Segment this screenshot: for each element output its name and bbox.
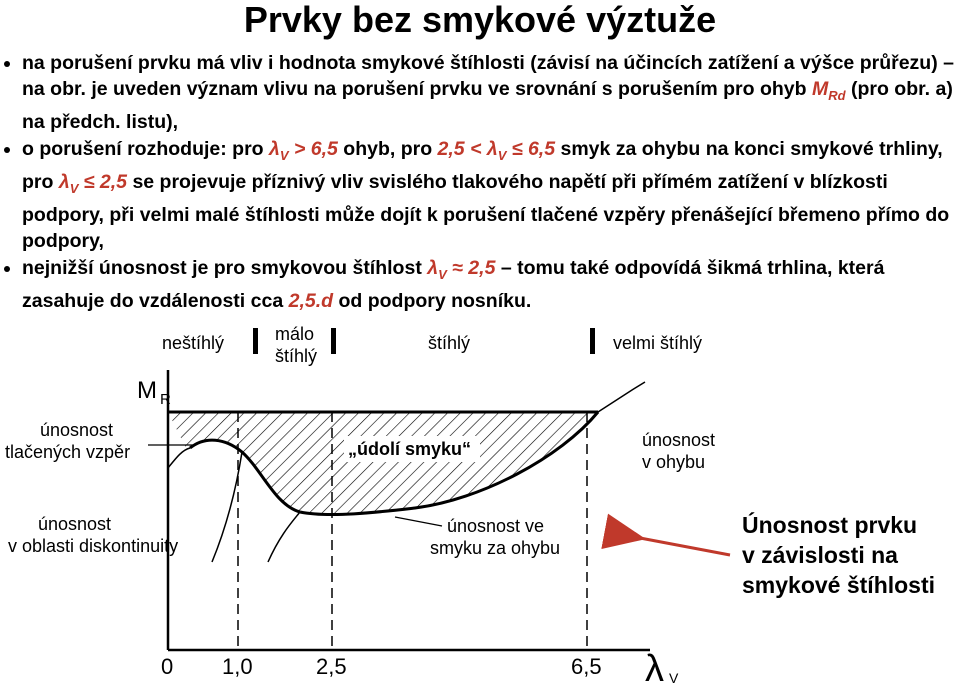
value-highlight: > 6,5 (288, 137, 338, 160)
bullet-text: smyk za ohybu na konci smykové trhliny, pro (22, 137, 943, 193)
x-tick-6-5: 6,5 (571, 654, 602, 679)
bullet-item-2 (0, 136, 960, 254)
region-label-nestihly: neštíhlý (162, 333, 225, 353)
strut-capacity-curve-start (168, 448, 190, 468)
red-arrow (640, 538, 730, 555)
side-note-line-2: v závislosti na (742, 542, 898, 568)
x-tick-2-5: 2,5 (316, 654, 347, 679)
leader-line-shear (395, 517, 442, 526)
label-shear-flexure-2: smyku za ohybu (430, 538, 561, 558)
region-label-malo-stihly: štíhlý (275, 346, 318, 366)
bullet-item-1 (0, 50, 960, 135)
shear-flexure-curve-start (268, 512, 300, 562)
side-note (742, 510, 935, 600)
bullet-text: na porušení prvku má vliv i hodnota smykové štíhlosti (závisí na účincích zatížení a výšce průřezu) – na obr. je uveden význam vlivu na porušení prvku ve srovnání s porušením pro ohyb (22, 52, 954, 100)
value-highlight: ≤ 2,5 (78, 170, 128, 193)
lambda-symbol: $\lambda_V$ (58, 170, 79, 196)
bullet-text: o porušení rozhoduje: pro (22, 137, 269, 160)
moment-symbol: $M_{Rd}$ (811, 78, 846, 103)
bullet-text: se projevuje příznivý vliv svislého tlakového napětí při přímém zatížení v blízkosti podpory, při velmi malé štíhlosti může dojít k porušení tlačené vzpěry přenášející břemeno přímo do podpory, (22, 170, 950, 252)
x-tick-1-0: 1,0 (222, 654, 253, 679)
label-bending-capacity-1: únosnost (642, 430, 716, 450)
x-tick-0: 0 (161, 654, 174, 679)
bullet-dot (4, 61, 10, 67)
label-strut-capacity-1: únosnost (40, 420, 114, 440)
lambda-symbol: $\lambda_V$ (269, 137, 289, 163)
bullet-text: od podpory nosníku. (333, 289, 532, 312)
y-axis-label: M (137, 377, 157, 404)
x-axis-subscript: V (669, 670, 679, 685)
bullet-text: nejnižší únosnost je pro smykovou štíhlost (22, 256, 428, 279)
label-shear-flexure-1: únosnost ve (447, 516, 545, 536)
region-separator (253, 328, 258, 354)
side-note-line-3: smykové štíhlosti (742, 572, 936, 598)
value-highlight: ≤ 6,5 (506, 137, 556, 160)
region-label-velmi-stihly: velmi štíhlý (613, 333, 703, 353)
bullet-text: – tomu také odpovídá šikmá trhlina, která zasahuje do vzdálenosti cca (22, 256, 885, 312)
value-highlight: 2,5 < (437, 137, 487, 160)
shear-slenderness-diagram (0, 300, 960, 685)
bullet-text-tail: (pro obr. a) na předch. listu), (22, 78, 953, 133)
bending-capacity-extension (598, 382, 645, 412)
label-discontinuity-2: v oblasti diskontinuity (8, 536, 179, 556)
region-separator (590, 328, 595, 354)
bullet-dot (4, 147, 10, 153)
lambda-symbol: $\lambda_V$ (427, 256, 447, 282)
valley-label: „údolí smyku“ (348, 439, 472, 459)
region-label-malo: málo (275, 324, 315, 344)
value-highlight: d (321, 289, 334, 312)
region-label-stihly: štíhlý (428, 333, 471, 353)
value-highlight: ≈ 2,5 (446, 256, 496, 279)
bullet-list (0, 50, 960, 315)
value-highlight: 2,5. (288, 289, 322, 312)
region-separator (331, 328, 336, 354)
label-strut-capacity-2: tlačených vzpěr (5, 442, 131, 462)
x-axis-lambda: λ (645, 648, 664, 685)
lambda-symbol: $\lambda_V$ (486, 137, 507, 163)
page-title: Prvky bez smykové výztuže (243, 0, 717, 40)
bullet-text: ohyb, pro (337, 137, 438, 160)
side-note-line-1: Únosnost prvku (742, 512, 918, 538)
bullet-dot (4, 266, 10, 272)
label-discontinuity-1: únosnost (38, 514, 112, 534)
y-axis-subscript: R (160, 391, 171, 408)
label-bending-capacity-2: v ohybu (642, 452, 706, 472)
